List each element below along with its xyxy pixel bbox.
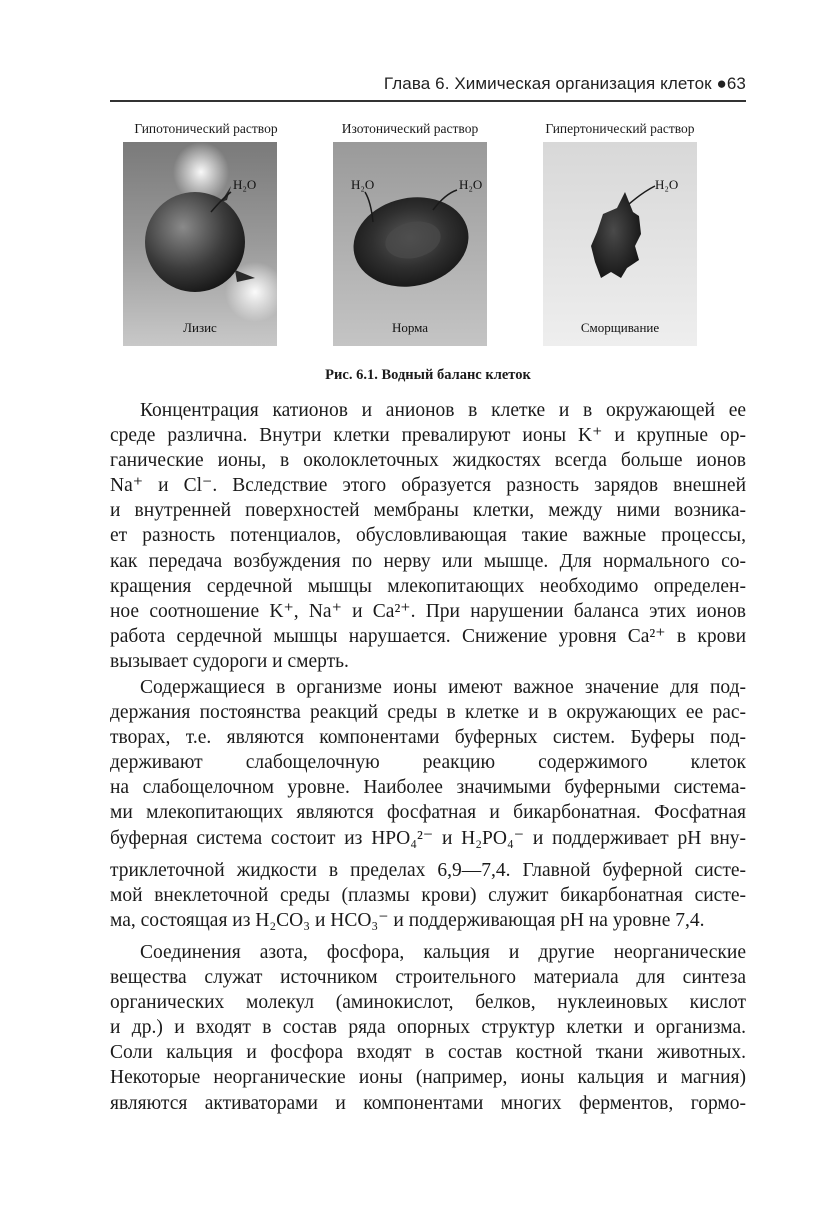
text-line: Некоторые неорганические ионы (например, ионы кальция и магния) [110,1067,746,1089]
text-line: буферная система состоит из HPO₄²⁻ и H₂PO₄⁻ и поддерживает pH вну- [110,827,746,849]
header-rule [110,100,746,102]
text-line: кращения сердечной мышцы млекопитающих необходимо определен- [110,575,746,597]
text-line: Na⁺ и Cl⁻. Вследствие этого образуется разность зарядов внешней [110,475,746,497]
text-line: ганические ионы, в околоклеточных жидкостях всегда больше ионов [110,450,746,472]
paragraph-2-continued [110,858,746,933]
text-line: и внутренней поверхностей мембраны клетки, между ними возника- [110,500,746,522]
panel-title-hypotonic: Гипотонический раствор [134,121,278,136]
text-line: Концентрация катионов и анионов в клетке и в окружающей ее [140,400,746,421]
text-line: триклеточной жидкости в пределах 6,9—7,4. Главной буферной систе- [110,860,746,881]
label-lysis: Лизис [183,320,217,335]
lysed-cell [145,192,245,292]
text-line: как передача возбуждения по нерву или мышце. Для нормального со- [110,550,746,572]
arrow-label-h2o: H₂O [655,177,679,192]
text-line: вещества служат источником строительного материала для синтеза [110,967,746,989]
text-line: держивают слабощелочную реакцию содержимого клеток [110,752,746,774]
text-line: мой внеклеточной среды (плазмы крови) служит бикарбонатная систе- [110,885,746,907]
text-line: Содержащиеся в организме ионы имеют важное значение для под- [140,677,746,698]
arrow-label-h2o-right: H₂O [459,177,483,192]
text-line: органических молекул (аминокислот, белков, нуклеиновых кислот [110,992,746,1014]
running-header: Глава 6. Химическая организация клеток ●63 [383,74,746,93]
text-line: ет разность потенциалов, обусловливающая такие важные процессы, [110,525,746,547]
panel-title-hypertonic: Гипертонический раствор [545,121,695,136]
text-line: Соединения азота, фосфора, кальция и другие неорганические [140,942,746,963]
text-line: среде различна. Внутри клетки превалируют ионы K⁺ и крупные ор- [110,425,746,447]
text-line: творах, т.е. являются компонентами буферных систем. Буферы под- [110,727,746,749]
panel-shrinkage [543,142,697,346]
text-line: Соли кальция и фосфора входят в состав костной ткани животных. [110,1042,746,1064]
paragraph-3 [110,940,746,1116]
arrow-label-h2o: H₂O [233,177,257,192]
text-line: ма, состоящая из H₂CO₃ и HCO₃⁻ и поддерживающая pH на уровне 7,4. [110,910,705,932]
text-line: и др.) и входят в состав ряда опорных структур клетки и организма. [110,1017,746,1039]
label-shrinkage: Сморщивание [580,320,660,335]
text-line: работа сердечной мышцы нарушается. Снижение уровня Ca²⁺ в крови [110,625,746,647]
text-line: вызывает судороги и смерть. [110,650,349,672]
paragraph-2 [110,675,746,851]
label-normal: Норма [391,320,429,335]
panel-normal [333,142,487,346]
text-line: ми млекопитающих являются фосфатная и бикарбонатная. Фосфатная [110,802,746,824]
paragraph-1 [110,398,746,674]
panel-lysis [123,142,277,346]
panel-title-isotonic: Изотонический раствор [341,121,479,136]
figure-caption: Рис. 6.1. Водный баланс клеток [325,367,531,383]
text-line: являются активаторами и компонентами многих ферментов, гормо- [110,1092,746,1114]
text-line: ное соотношение K⁺, Na⁺ и Ca²⁺. При нарушении баланса этих ионов [110,600,746,622]
text-line: на слабощелочном уровне. Наиболее значимыми буферными система- [110,777,746,799]
arrow-label-h2o-left: H₂O [351,177,375,192]
text-line: держания постоянства реакций среды в клетке и в окружающих ее рас- [110,702,746,724]
